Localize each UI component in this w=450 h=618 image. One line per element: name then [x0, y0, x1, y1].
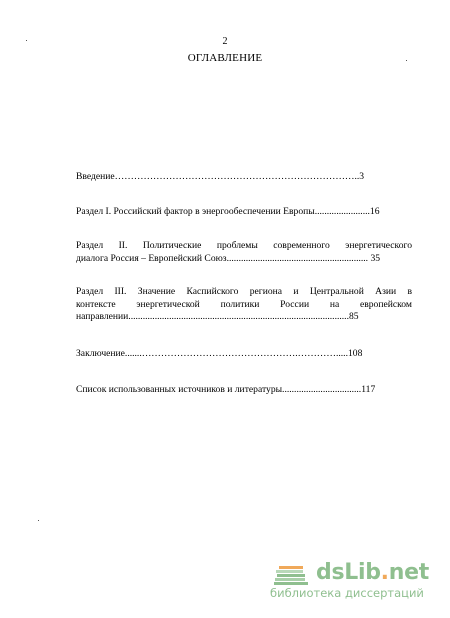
- page-number: 2: [222, 36, 228, 47]
- toc-line: Список использованных источников и литературы.................................117: [76, 384, 376, 395]
- page-title: ОГЛАВЛЕНИЕ: [187, 52, 263, 64]
- scan-speck: [38, 520, 39, 521]
- toc-entry-section-1: [76, 206, 412, 219]
- toc-line: Введение…………………………………………………………………..3: [76, 171, 365, 182]
- toc-line: направлении............................................................................................85: [76, 311, 359, 322]
- toc-entry-introduction: [76, 171, 412, 184]
- toc-entry-section-3: [76, 286, 412, 324]
- toc-line: Раздел II. Политические проблемы современного энергетического: [76, 240, 412, 251]
- toc-line: контексте энергетической политики России на европейском: [76, 298, 412, 310]
- toc-entry-section-2: [76, 240, 412, 265]
- toc-entry-references: [76, 384, 412, 397]
- watermark: [270, 560, 448, 600]
- toc-line: диалога Россия – Европейский Союз........................................................... 35: [76, 252, 381, 264]
- books-icon: [274, 564, 310, 586]
- toc-line: Раздел I. Российский фактор в энергообеспечении Европы.......................16: [76, 206, 380, 217]
- scan-speck: [26, 40, 27, 41]
- toc-line: Заключение.......………………………………………….………….....108: [76, 348, 363, 359]
- logo-tld: net: [388, 560, 429, 585]
- toc-line: Раздел III. Значение Каспийского региона и Центральной Азии в: [76, 286, 412, 297]
- watermark-logo-text: [316, 560, 429, 585]
- logo-main: dsLib: [316, 560, 381, 585]
- watermark-subtitle: библиотека диссертаций: [270, 586, 424, 600]
- toc-entry-conclusion: [76, 348, 412, 361]
- scan-speck: [406, 60, 407, 61]
- logo-dot: .: [380, 560, 389, 585]
